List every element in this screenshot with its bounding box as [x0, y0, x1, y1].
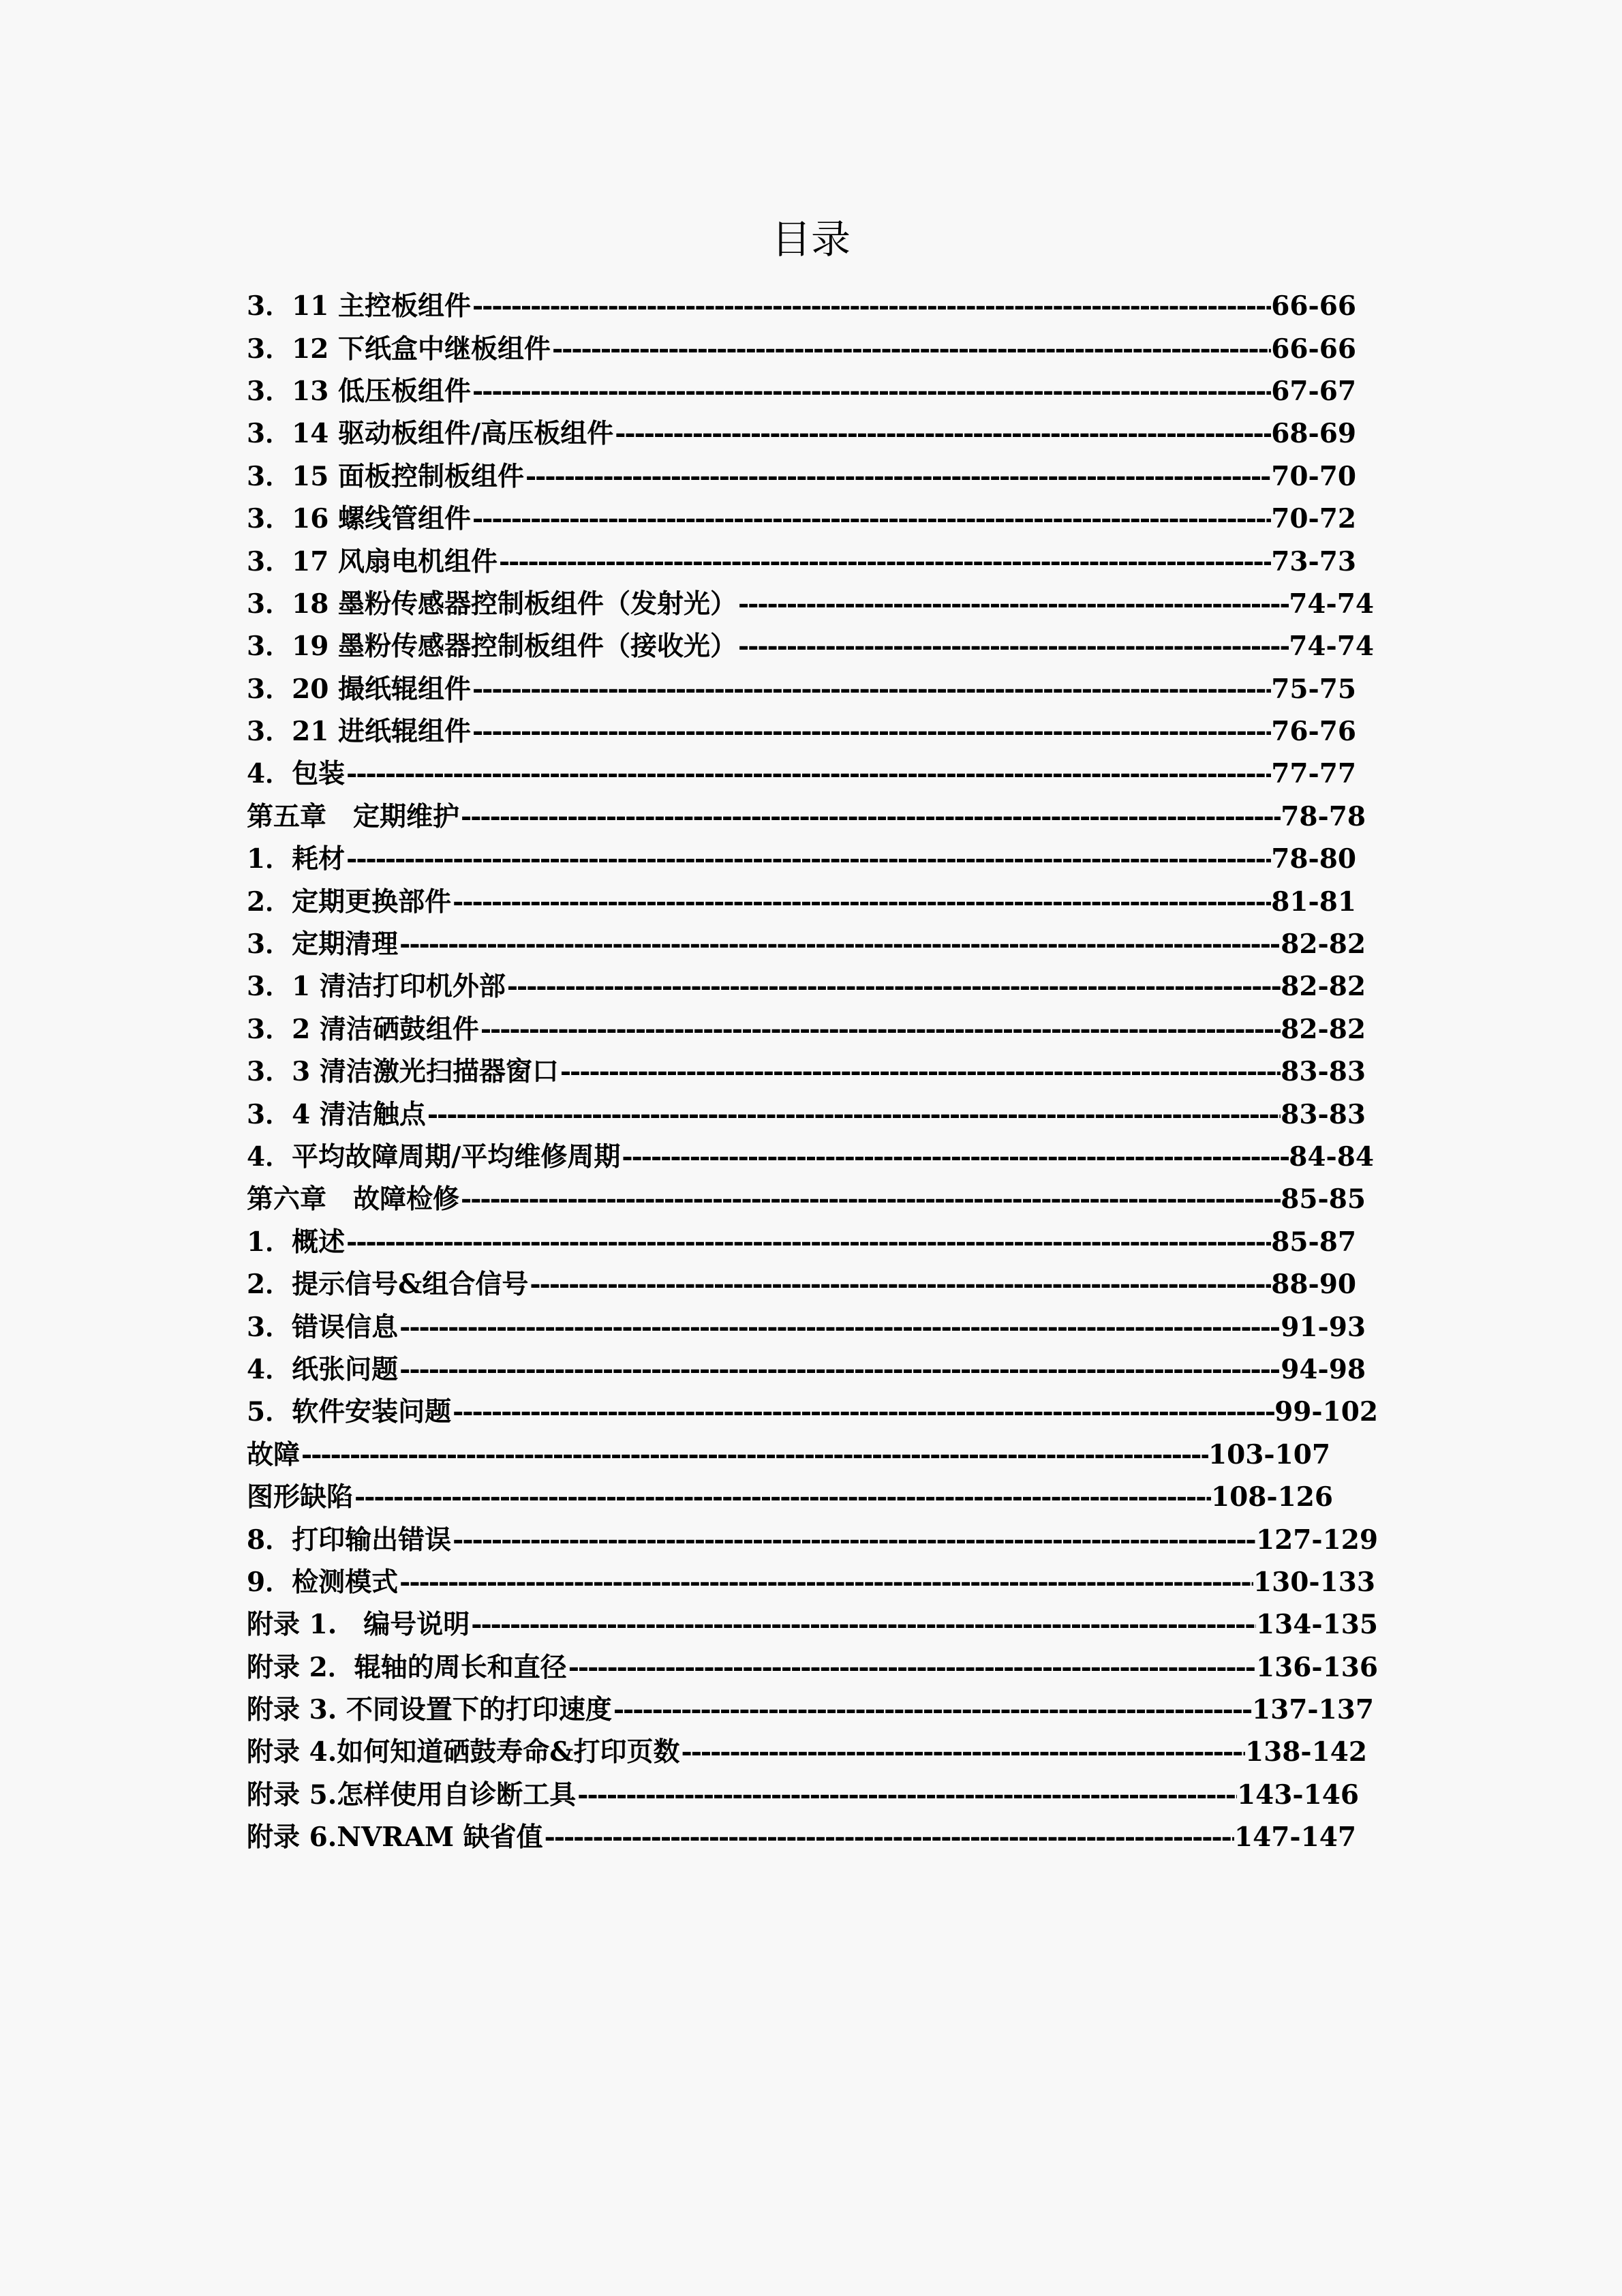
toc-entry	[247, 1263, 1356, 1305]
toc-entry	[247, 1178, 1366, 1220]
toc-dot-leader	[471, 285, 1271, 327]
toc-entry-pages: 70-72	[1271, 503, 1356, 535]
toc-entry-pages: 76-76	[1271, 716, 1356, 748]
toc-entry-pages: 68-69	[1271, 418, 1356, 450]
toc-dot-leader	[471, 710, 1271, 753]
toc-entry-label: 3．16 螺线管组件	[247, 503, 471, 535]
toc-entry	[247, 1093, 1366, 1135]
toc-entry-pages: 134-135	[1255, 1609, 1378, 1641]
toc-entry-label: 3．19 墨粉传感器控制板组件（接收光）	[247, 631, 737, 663]
toc-entry-label: 3．2 清洁硒鼓组件	[247, 1013, 479, 1045]
toc-dot-leader	[426, 1093, 1281, 1136]
toc-dot-leader	[398, 1306, 1281, 1348]
toc-entry-label: 图形缺陷	[247, 1481, 354, 1513]
toc-entry	[247, 753, 1356, 795]
toc-entry-pages: 66-66	[1271, 290, 1356, 322]
toc-entry-label: 3．1 清洁打印机外部	[247, 971, 506, 1003]
toc-entry	[247, 1646, 1378, 1689]
toc-dot-leader	[680, 1731, 1245, 1773]
toc-entry	[247, 838, 1356, 880]
table-of-contents	[247, 285, 1378, 1858]
toc-entry-pages: 78-78	[1281, 800, 1366, 832]
toc-dot-leader	[528, 1263, 1271, 1305]
toc-entry-pages: 70-70	[1271, 460, 1356, 492]
toc-entry-label: 3．21 进纸辊组件	[247, 716, 471, 748]
toc-entry-label: 3．3 清洁激光扫描器窗口	[247, 1056, 559, 1088]
toc-entry	[247, 1816, 1356, 1858]
toc-entry	[247, 1391, 1378, 1433]
toc-entry	[247, 498, 1356, 540]
toc-entry	[247, 1689, 1374, 1731]
toc-entry-pages: 74-74	[1289, 588, 1374, 620]
toc-dot-leader	[451, 881, 1271, 923]
toc-entry-label: 3．15 面板控制板组件	[247, 460, 524, 492]
toc-entry-label: 1．耗材	[247, 843, 346, 875]
toc-entry-label: 附录 4.如何知道硒鼓寿命&打印页数	[247, 1736, 680, 1768]
toc-entry-label: 附录 2．辊轴的周长和直径	[247, 1651, 567, 1683]
toc-entry	[247, 1518, 1378, 1560]
toc-entry-pages: 147-147	[1234, 1822, 1356, 1854]
toc-entry-pages: 73-73	[1271, 545, 1356, 577]
toc-entry-label: 4．包装	[247, 758, 346, 790]
toc-entry	[247, 1051, 1366, 1093]
toc-entry-pages: 83-83	[1281, 1098, 1366, 1130]
toc-entry-label: 3．12 下纸盒中继板组件	[247, 333, 551, 365]
toc-entry-pages: 85-85	[1281, 1183, 1366, 1215]
toc-entry-label: 3．18 墨粉传感器控制板组件（发射光）	[247, 588, 737, 620]
toc-entry	[247, 668, 1356, 710]
toc-entry	[247, 1434, 1330, 1476]
toc-dot-leader	[459, 1178, 1281, 1220]
toc-dot-leader	[479, 1008, 1281, 1051]
toc-entry	[247, 1561, 1375, 1603]
toc-dot-leader	[506, 965, 1281, 1008]
toc-dot-leader	[524, 455, 1271, 498]
toc-entry	[247, 412, 1356, 455]
toc-entry	[247, 1305, 1366, 1348]
toc-entry	[247, 1603, 1378, 1646]
toc-entry	[247, 285, 1356, 327]
toc-entry	[247, 1136, 1374, 1178]
toc-entry-label: 附录 3. 不同设置下的打印速度	[247, 1694, 612, 1726]
toc-entry-pages: 108-126	[1210, 1481, 1333, 1513]
toc-dot-leader	[398, 1348, 1281, 1391]
toc-entry-label: 3．13 低压板组件	[247, 375, 471, 407]
toc-entry-pages: 67-67	[1271, 375, 1356, 407]
toc-entry-label: 附录 1. 编号说明	[247, 1609, 470, 1641]
toc-dot-leader	[353, 1476, 1211, 1518]
toc-entry	[247, 796, 1366, 838]
toc-entry-label: 3．14 驱动板组件/高压板组件	[247, 418, 614, 450]
toc-dot-leader	[451, 1391, 1274, 1433]
toc-entry-label: 2．定期更换部件	[247, 886, 452, 918]
toc-entry-pages: 127-129	[1255, 1524, 1378, 1556]
toc-entry-pages: 88-90	[1271, 1269, 1356, 1301]
toc-entry-label: 3．20 撮纸辊组件	[247, 673, 471, 705]
toc-entry-label: 附录 6.NVRAM 缺省值	[247, 1822, 543, 1854]
toc-entry-pages: 130-133	[1253, 1566, 1375, 1598]
toc-entry	[247, 583, 1374, 625]
toc-entry-label: 2．提示信号&组合信号	[247, 1269, 529, 1301]
toc-entry	[247, 965, 1366, 1008]
toc-entry-label: 附录 5.怎样使用自诊断工具	[247, 1779, 577, 1811]
toc-dot-leader	[576, 1774, 1237, 1816]
toc-dot-leader	[459, 796, 1281, 838]
toc-entry-label: 5．软件安装问题	[247, 1396, 452, 1428]
toc-entry-label: 9．检测模式	[247, 1566, 399, 1598]
toc-dot-leader	[737, 583, 1289, 625]
toc-entry-pages: 82-82	[1281, 1013, 1366, 1045]
toc-dot-leader	[613, 412, 1271, 455]
toc-dot-leader	[345, 838, 1271, 880]
toc-entry-pages: 82-82	[1281, 928, 1366, 961]
toc-entry	[247, 540, 1356, 582]
toc-entry-label: 3．定期清理	[247, 928, 399, 961]
toc-dot-leader	[498, 541, 1271, 583]
toc-dot-leader	[345, 753, 1271, 795]
toc-entry-pages: 85-87	[1271, 1226, 1356, 1258]
toc-entry	[247, 1476, 1333, 1518]
toc-entry	[247, 1348, 1366, 1391]
toc-entry-pages: 137-137	[1251, 1694, 1374, 1726]
toc-dot-leader	[620, 1136, 1289, 1178]
toc-entry-label: 4．纸张问题	[247, 1353, 399, 1385]
toc-entry	[247, 1221, 1356, 1263]
toc-dot-leader	[737, 625, 1289, 667]
toc-entry	[247, 1008, 1366, 1051]
toc-entry	[247, 880, 1356, 922]
toc-entry-pages: 83-83	[1281, 1056, 1366, 1088]
toc-entry-pages: 99-102	[1274, 1396, 1378, 1428]
toc-entry-label: 3．错误信息	[247, 1311, 399, 1343]
toc-entry-pages: 138-142	[1244, 1736, 1367, 1768]
toc-dot-leader	[470, 1603, 1256, 1646]
toc-entry-pages: 77-77	[1271, 758, 1356, 790]
toc-dot-leader	[345, 1221, 1271, 1263]
page-title: 目录	[771, 216, 851, 262]
toc-entry	[247, 710, 1356, 753]
toc-entry-label: 3．11 主控板组件	[247, 290, 471, 322]
toc-entry	[247, 1731, 1367, 1773]
toc-entry-pages: 84-84	[1289, 1141, 1374, 1173]
toc-entry-pages: 66-66	[1271, 333, 1356, 365]
toc-entry	[247, 1774, 1359, 1816]
toc-dot-leader	[471, 498, 1271, 540]
toc-dot-leader	[551, 328, 1271, 370]
toc-entry-pages: 94-98	[1281, 1353, 1366, 1385]
toc-entry	[247, 625, 1374, 667]
toc-entry-pages: 75-75	[1271, 673, 1356, 705]
toc-dot-leader	[398, 923, 1281, 965]
toc-entry-label: 4．平均故障周期/平均维修周期	[247, 1141, 621, 1173]
toc-entry	[247, 455, 1356, 498]
toc-dot-leader	[567, 1646, 1256, 1689]
toc-entry-label: 8．打印输出错误	[247, 1524, 452, 1556]
toc-entry	[247, 370, 1356, 412]
toc-entry-pages: 103-107	[1208, 1438, 1330, 1470]
toc-entry-pages: 82-82	[1281, 971, 1366, 1003]
toc-entry-label: 1．概述	[247, 1226, 346, 1258]
toc-entry-pages: 74-74	[1289, 631, 1374, 663]
toc-dot-leader	[612, 1689, 1252, 1731]
toc-entry-label: 第六章 故障检修	[247, 1183, 460, 1215]
toc-entry-label: 3．17 风扇电机组件	[247, 545, 498, 577]
toc-entry	[247, 327, 1356, 369]
toc-entry-pages: 136-136	[1255, 1651, 1378, 1683]
toc-dot-leader	[559, 1051, 1281, 1093]
toc-dot-leader	[300, 1434, 1208, 1476]
toc-entry-pages: 81-81	[1271, 886, 1356, 918]
toc-dot-leader	[471, 370, 1271, 412]
toc-entry-label: 第五章 定期维护	[247, 800, 460, 832]
toc-entry-pages: 78-80	[1271, 843, 1356, 875]
toc-dot-leader	[451, 1519, 1256, 1561]
toc-entry-pages: 143-146	[1236, 1779, 1359, 1811]
toc-dot-leader	[543, 1816, 1234, 1858]
toc-entry	[247, 923, 1366, 965]
toc-dot-leader	[471, 668, 1271, 710]
toc-entry-label: 3．4 清洁触点	[247, 1098, 426, 1130]
toc-entry-label: 故障	[247, 1438, 301, 1470]
toc-dot-leader	[398, 1561, 1253, 1603]
toc-entry-pages: 91-93	[1281, 1311, 1366, 1343]
